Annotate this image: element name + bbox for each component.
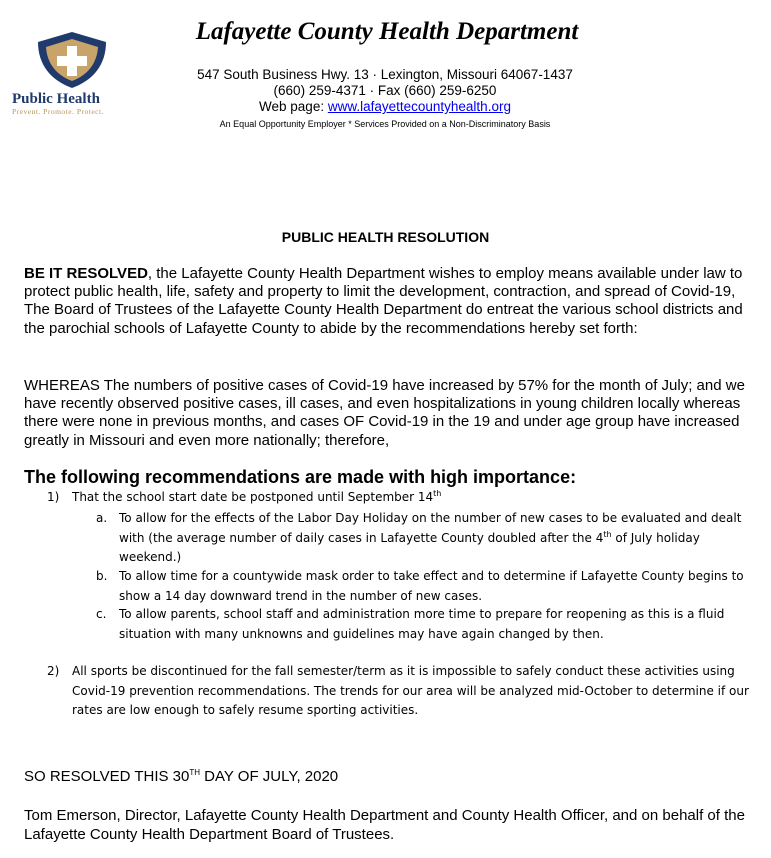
- address-block: [180, 67, 590, 115]
- sub-text: To allow for the effects of the Labor Day Holiday on the number of new cases to be evaluated and dealt with (the average number of daily cases in Lafayette County doubled after the 4: [119, 511, 742, 545]
- resolved-sup: TH: [189, 768, 201, 777]
- sub-sup: th: [603, 529, 612, 539]
- shield-cross-icon: [34, 30, 110, 90]
- resolution-title: PUBLIC HEALTH RESOLUTION: [281, 229, 490, 245]
- resolved-paragraph: [24, 265, 752, 338]
- resolved-text: SO RESOLVED THIS 30: [24, 768, 190, 785]
- signer-paragraph: Tom Emerson, Director, Lafayette County Health Department and County Health Officer, and on behalf of the Lafayette County Health Department Board of Trustees.: [24, 807, 745, 843]
- sub-letter: a.: [96, 511, 108, 525]
- web-line: [180, 99, 590, 115]
- sub-letter: b.: [96, 569, 108, 583]
- item-number: 2): [47, 664, 60, 678]
- resolved-text: , the Lafayette County Health Department wishes to employ means available under law to protect public health, life, safety and property to limit the development, contraction, and spread of Covid-19, The Board of Trustees of the Lafayette County Health Department do entreat the various school districts and the parochial schools of Lafayette County to abide by the recommendations hereby set forth:: [24, 265, 743, 337]
- recommendation-item: All sports be discontinued for the fall semester/term as it is impossible to safely conduct these activities using Covid-19 prevention recommendations. The trends for our area will be analyzed mid-October to determine if our rates are low enough to safely resume sporting activities.: [72, 664, 749, 717]
- resolved-text-after: DAY OF JULY, 2020: [200, 768, 339, 785]
- recommendation-item: [72, 488, 752, 508]
- street-address: 547 South Business Hwy. 13 · Lexington, Missouri 64067-1437: [197, 67, 573, 82]
- sub-item-b: To allow time for a countywide mask order to take effect and to determine if Lafayette County begins to show a 14 day downward trend in the number of new cases.: [119, 569, 744, 603]
- item-sup: th: [433, 489, 442, 498]
- sub-letter: c.: [96, 607, 107, 621]
- department-title: Lafayette County Health Department: [195, 18, 579, 45]
- logo-name: Public Health: [12, 91, 100, 107]
- eeo-statement: An Equal Opportunity Employer * Services Provided on a Non-Discriminatory Basis: [219, 119, 551, 129]
- resolved-date: [24, 768, 338, 785]
- sub-text-after: of July holiday weekend.): [119, 530, 700, 564]
- item-text: That the school start date be postponed until September 14: [72, 490, 434, 504]
- sub-item-a: [119, 509, 749, 568]
- item-number: 1): [47, 490, 60, 504]
- public-health-logo: [10, 30, 134, 120]
- whereas-paragraph: WHEREAS The numbers of positive cases of Covid-19 have increased by 57% for the month of July; and we have recently observed positive cases, ill cases, and even hospitalizations in young children locally whereas there were none in previous months, and cases OF Covid-19 in the 19 and under age group have increased greatly in Missouri and even more nationally; therefore,: [24, 377, 745, 449]
- recommendations-heading: The following recommendations are made with high importance:: [24, 467, 577, 487]
- phone-fax: (660) 259-4371 · Fax (660) 259-6250: [273, 83, 497, 98]
- resolved-lead: BE IT RESOLVED: [24, 265, 148, 282]
- web-label: Web page:: [259, 99, 328, 114]
- website-link[interactable]: www.lafayettecountyhealth.org: [327, 99, 511, 114]
- sub-item-c: To allow parents, school staff and administration more time to prepare for reopening as this is a fluid situation with many unknowns and guidelines may have again changed by then.: [119, 607, 725, 641]
- logo-tagline: Prevent. Promote. Protect.: [12, 107, 104, 116]
